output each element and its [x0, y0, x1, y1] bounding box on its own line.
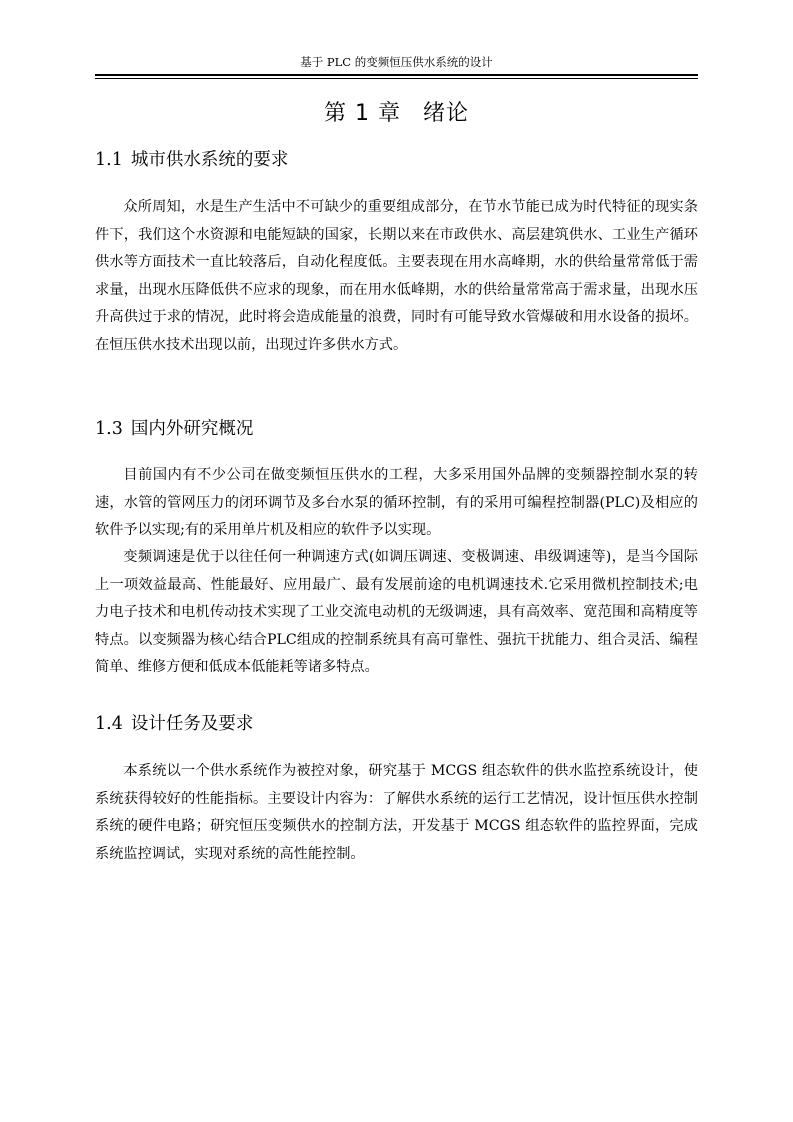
paragraph: 众所周知，水是生产生活中不可缺少的重要组成部分，在节水节能已成为时代特征的现实条件下，我们这个水资源和电能短缺的国家，长期以来在市政供水、高层建筑供水、工业生产循环供水等方面技术一直比较落后，自动化程度低。主要表现在用水高峰期，水的供给量常常低于需求量，出现水压降低供不应求的现象，而在用水低峰期，水的供给量常常高于需求量，出现水压升高供过于求的情况，此时将会造成能量的浪费，同时有可能导致水管爆破和用水设备的损坏。在恒压供水技术出现以前，出现过许多供水方式。 [95, 199, 698, 353]
header-rule-thin [95, 78, 698, 79]
section-title: 设计任务及要求 [130, 714, 254, 734]
chapter-title: 绪论 [422, 101, 469, 126]
header-rule-thick [95, 74, 698, 76]
paragraph: 变频调速是优于以往任何一种调速方式(如调压调速、变极调速、串级调速等)，是当今国际上一项效益最高、性能最好、应用最广、最有发展前途的电机调速技术.它采用微机控制技术;电力电子技术和电机传动技术实现了工业交流电动机的无级调速，具有高效率、宽范围和高精度等特点。以变频器为核心结合PLC组成的控制系统具有高可靠性、强抗干扰能力、组合灵活、编程简单、维修方便和低成本低能耗等诸多特点。 [95, 549, 698, 676]
section-number: 1.4 [95, 714, 123, 734]
running-header: 基于 PLC 的变频恒压供水系统的设计 [300, 55, 493, 69]
paragraph: 目前国内有不少公司在做变频恒压供水的工程，大多采用国外品牌的变频器控制水泵的转速，水管的管网压力的闭环调节及多台水泵的循环控制，有的采用可编程控制器(PLC)及相应的软件予以实现;有的采用单片机及相应的软件予以实现。 [95, 467, 698, 539]
section-number: 1.1 [95, 150, 123, 170]
section-title: 国内外研究概况 [130, 419, 254, 439]
section-heading-1-3 [95, 417, 253, 441]
section-title: 城市供水系统的要求 [130, 150, 289, 170]
chapter-number: 第 1 章 [324, 101, 401, 126]
section-heading-1-4 [95, 712, 253, 736]
section-number: 1.3 [95, 419, 123, 439]
chapter-heading [95, 99, 698, 129]
section-heading-1-1 [95, 148, 288, 172]
paragraph: 本系统以一个供水系统作为被控对象，研究基于 MCGS 组态软件的供水监控系统设计，使系统获得较好的性能指标。主要设计内容为：了解供水系统的运行工艺情况，设计恒压供水控制系统的硬件电路；研究恒压变频供水的控制方法，开发基于 MCGS 组态软件的监控界面，完成系统监控调试，实现对系统的高性能控制。 [95, 763, 698, 862]
